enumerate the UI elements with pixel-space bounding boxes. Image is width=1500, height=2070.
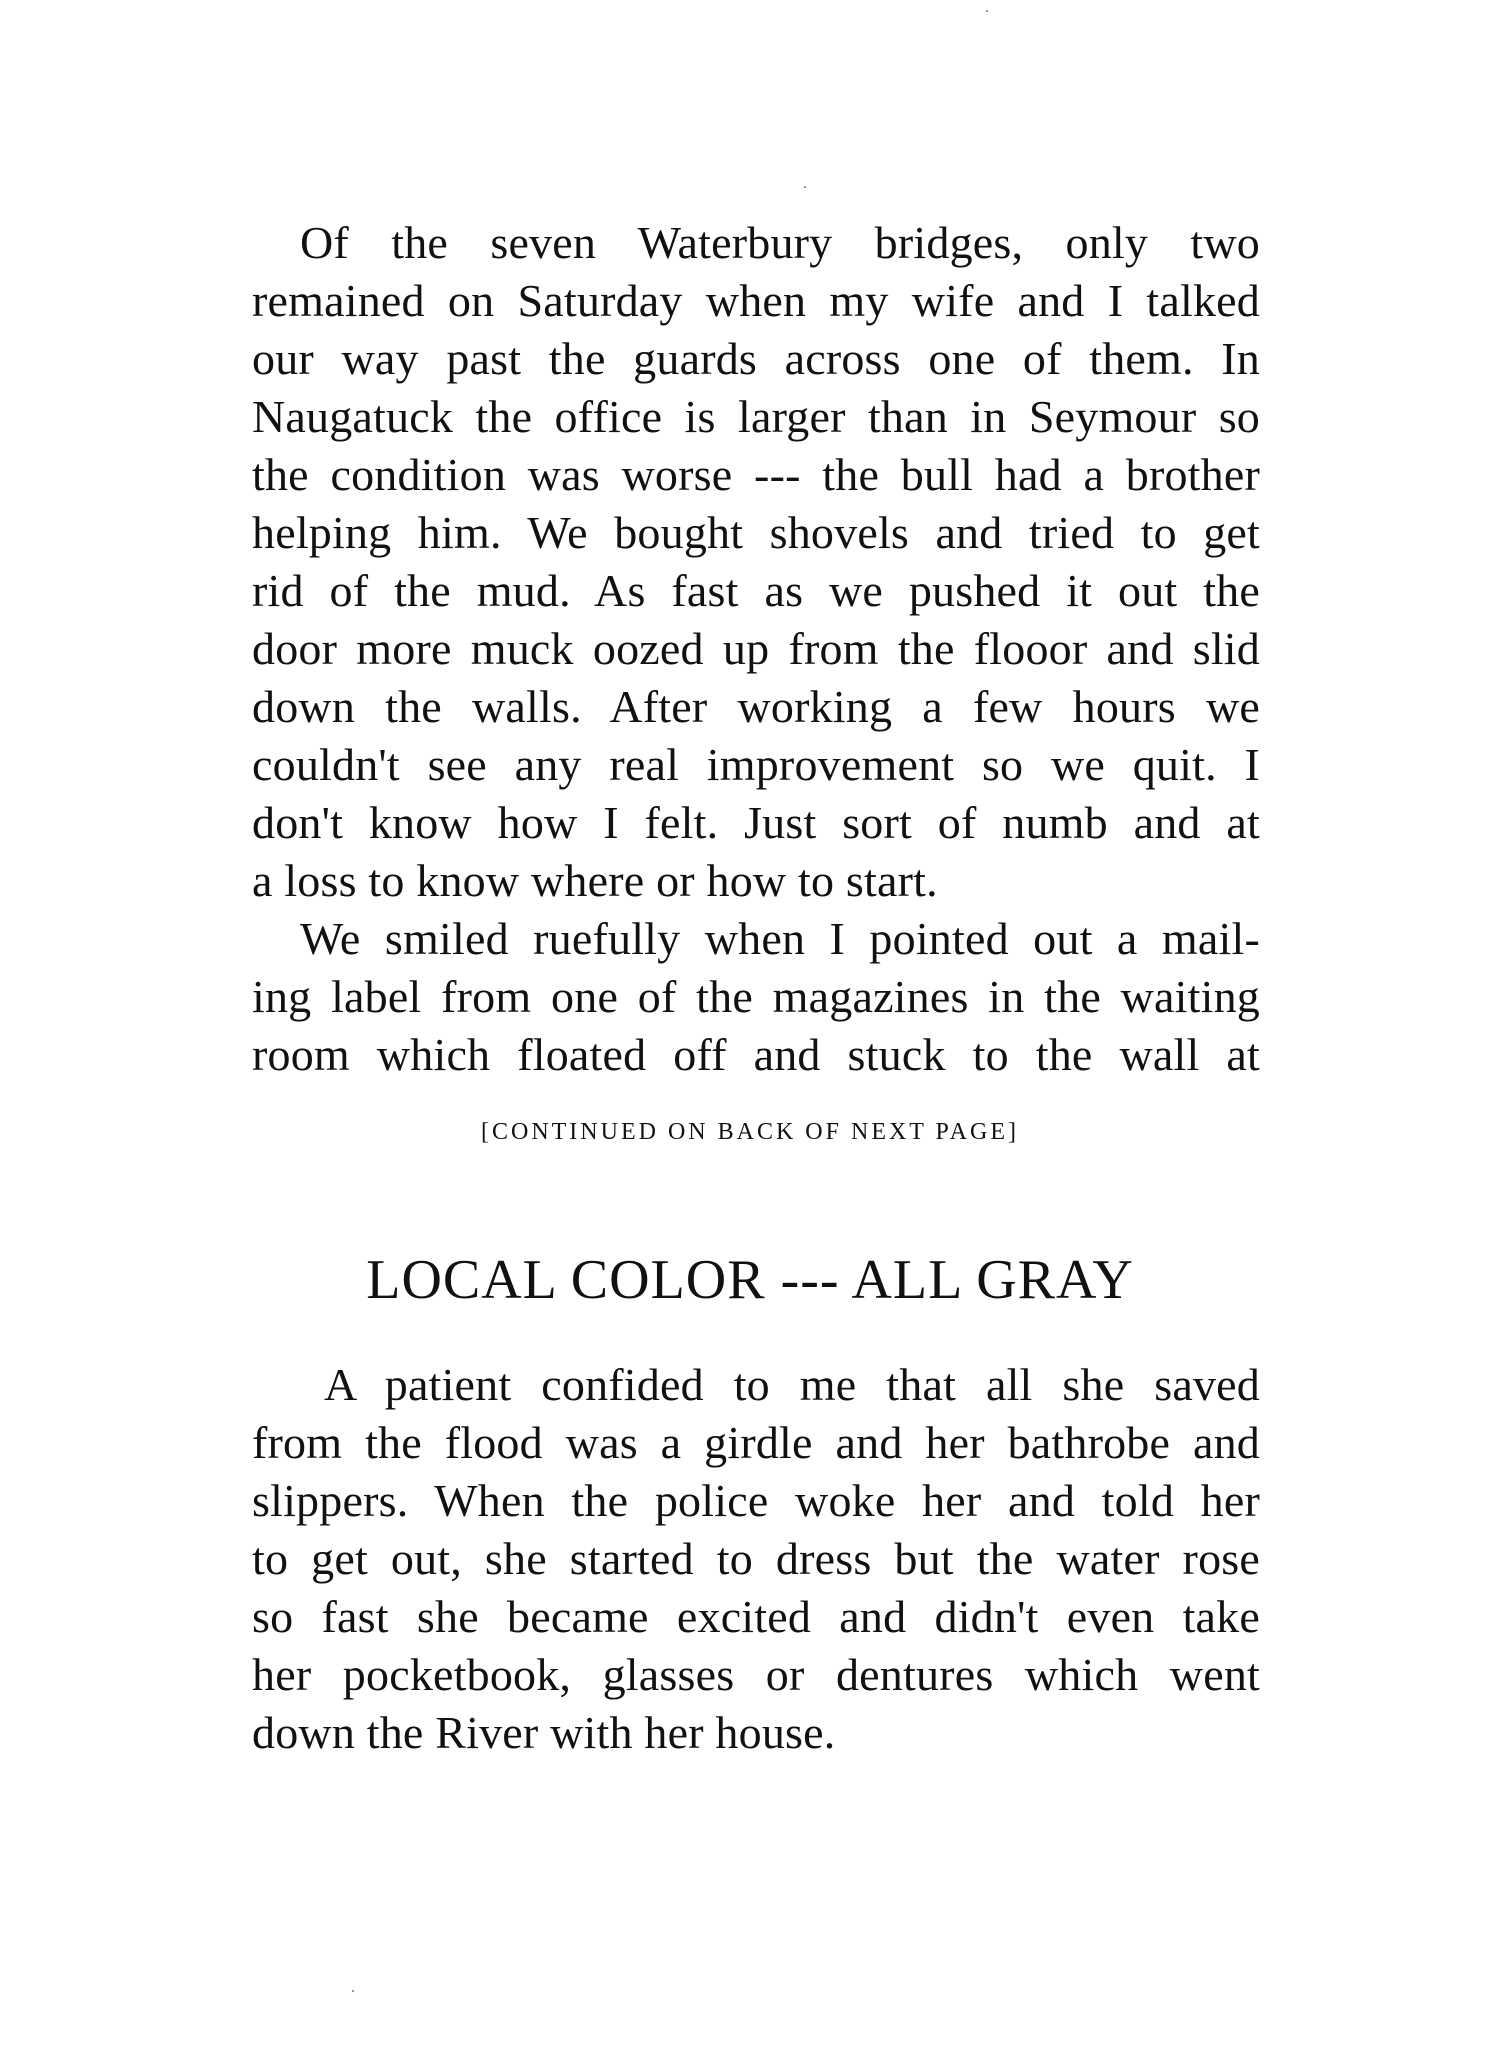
paragraph-line: Of the seven Waterbury bridges, only two	[300, 217, 1260, 268]
paragraph-line: our way past the guards across one of them. In	[252, 333, 1260, 384]
print-speck	[352, 1990, 354, 1992]
paragraph-line: so fast she became excited and didn't even take	[252, 1591, 1260, 1642]
paragraph-line: Naugatuck the office is larger than in Seymour so	[252, 391, 1260, 442]
continued-notice: [CONTINUED ON BACK OF NEXT PAGE]	[480, 1119, 1019, 1145]
paragraph-line: down the walls. After working a few hours we	[252, 681, 1260, 732]
paragraph-line: helping him. We bought shovels and tried to get	[252, 507, 1260, 558]
paragraph-line: couldn't see any real improvement so we quit. I	[252, 739, 1260, 790]
print-speck	[804, 186, 806, 188]
paragraph-line: from the flood was a girdle and her bathrobe and	[252, 1417, 1260, 1468]
paragraph-line: room which floated off and stuck to the wall at	[252, 1029, 1260, 1080]
paragraph-line: to get out, she started to dress but the water rose	[252, 1533, 1260, 1584]
paragraph-line: her pocketbook, glasses or dentures which went	[252, 1649, 1260, 1700]
paragraph-line: down the River with her house.	[252, 1707, 836, 1758]
paragraph-line: ing label from one of the magazines in the waiting	[252, 971, 1260, 1022]
paragraph-line: slippers. When the police woke her and told her	[252, 1475, 1260, 1526]
story-waterbury-bridges	[252, 214, 1260, 1084]
paragraph-line: A patient confided to me that all she saved	[324, 1359, 1260, 1410]
paragraph-line: We smiled ruefully when I pointed out a mail-	[300, 913, 1260, 964]
print-speck	[986, 10, 988, 12]
paragraph-line: remained on Saturday when my wife and I talked	[252, 275, 1260, 326]
paragraph-line: a loss to know where or how to start.	[252, 855, 938, 906]
paragraph-line: the condition was worse --- the bull had a brother	[252, 449, 1260, 500]
paragraph-line: rid of the mud. As fast as we pushed it out the	[252, 565, 1260, 616]
paragraph-line: door more muck oozed up from the flooor and slid	[252, 623, 1260, 674]
story-local-color	[252, 1356, 1260, 1762]
section-heading: LOCAL COLOR --- ALL GRAY	[366, 1249, 1134, 1311]
paragraph-line: don't know how I felt. Just sort of numb and at	[252, 797, 1260, 848]
